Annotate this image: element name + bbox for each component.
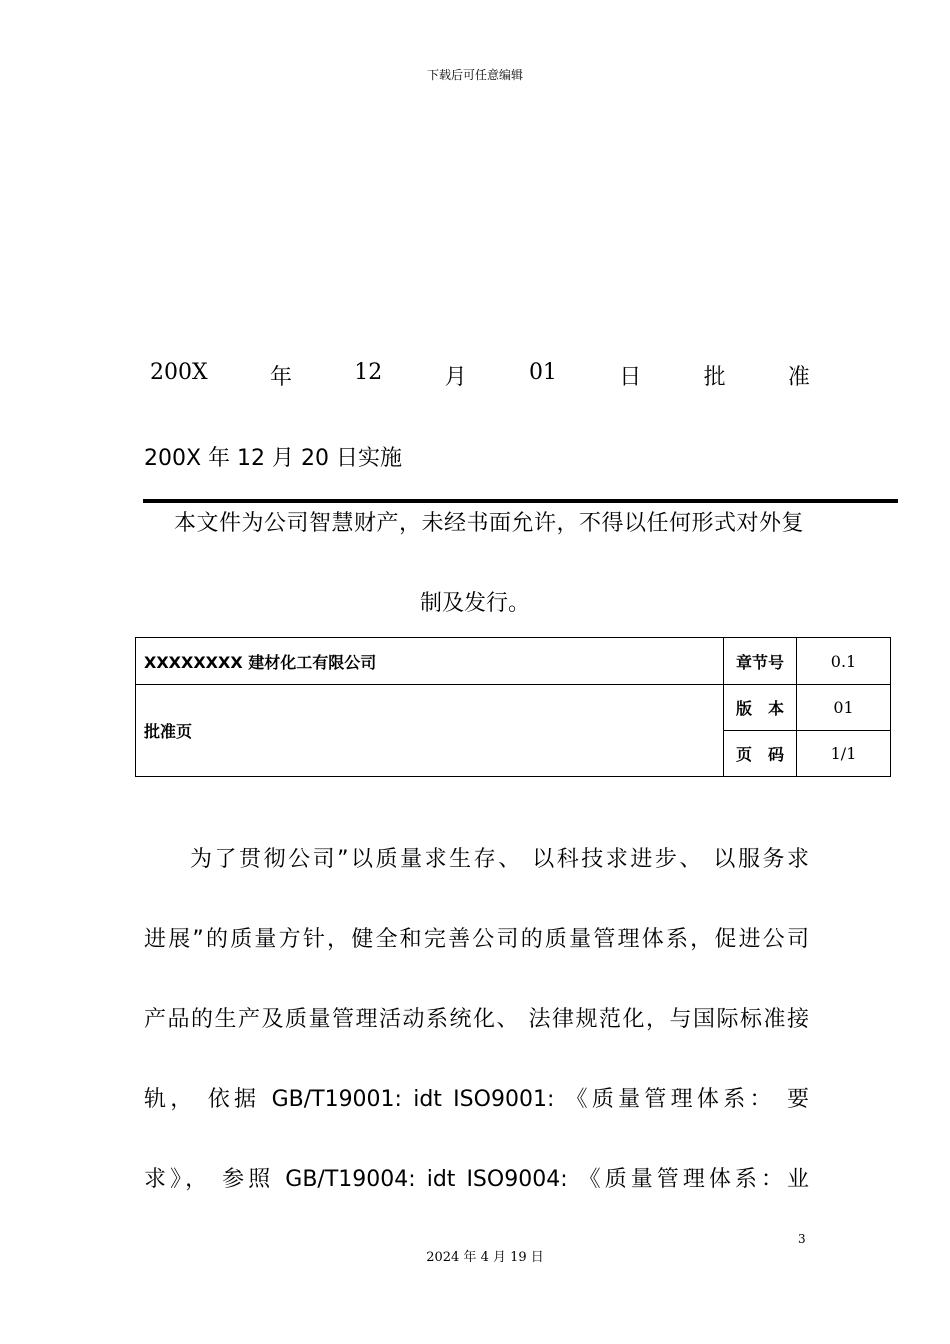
body-line: 轨， 依据 GB/T19001: idt ISO9001: 《质量管理体系： 要 <box>144 1087 809 1112</box>
body-paragraph <box>144 820 809 1220</box>
page-title: 批准页 <box>136 685 724 777</box>
approval-part: 准 <box>787 365 810 390</box>
approval-part: 12 <box>354 360 383 385</box>
approval-part: 年 <box>269 365 292 390</box>
body-line: 产品的生产及质量管理活动系统化、 法律规范化，与国际标准接 <box>144 1007 809 1032</box>
document-info-table <box>135 637 891 777</box>
page-code-label: 页 码 <box>724 731 797 777</box>
header-note: 下载后可任意编辑 <box>426 68 523 82</box>
approval-part: 01 <box>528 360 557 385</box>
body-line: 为了贯彻公司”以质量求生存、 以科技求进步、 以服务求 <box>190 847 809 872</box>
approval-part: 批 <box>703 365 726 390</box>
footer-date: 2024 年 4 月 19 日 <box>426 1250 544 1265</box>
page-code-value: 1/1 <box>797 731 891 777</box>
version-label: 版 本 <box>724 685 797 731</box>
page-number: 3 <box>798 1232 806 1246</box>
section-number-label: 章节号 <box>724 638 797 685</box>
body-line: 求》， 参照 GB/T19004: idt ISO9004: 《质量管理体系：业 <box>144 1167 809 1192</box>
implementation-date: 200X 年 12 月 20 日实施 <box>144 446 403 471</box>
approval-date-line <box>150 360 810 391</box>
horizontal-rule <box>143 499 898 503</box>
company-name: XXXXXXXX 建材化工有限公司 <box>136 638 724 685</box>
copyright-notice-line-2: 制及发行。 <box>420 591 531 616</box>
section-number-value: 0.1 <box>797 638 891 685</box>
body-line: 进展”的质量方针，健全和完善公司的质量管理体系，促进公司 <box>144 927 809 952</box>
approval-part: 日 <box>619 365 642 390</box>
approval-part: 月 <box>444 365 467 390</box>
approval-part: 200X <box>150 360 208 385</box>
copyright-notice-line-1: 本文件为公司智慧财产，未经书面允许，不得以任何形式对外复 <box>174 511 805 536</box>
version-value: 01 <box>797 685 891 731</box>
